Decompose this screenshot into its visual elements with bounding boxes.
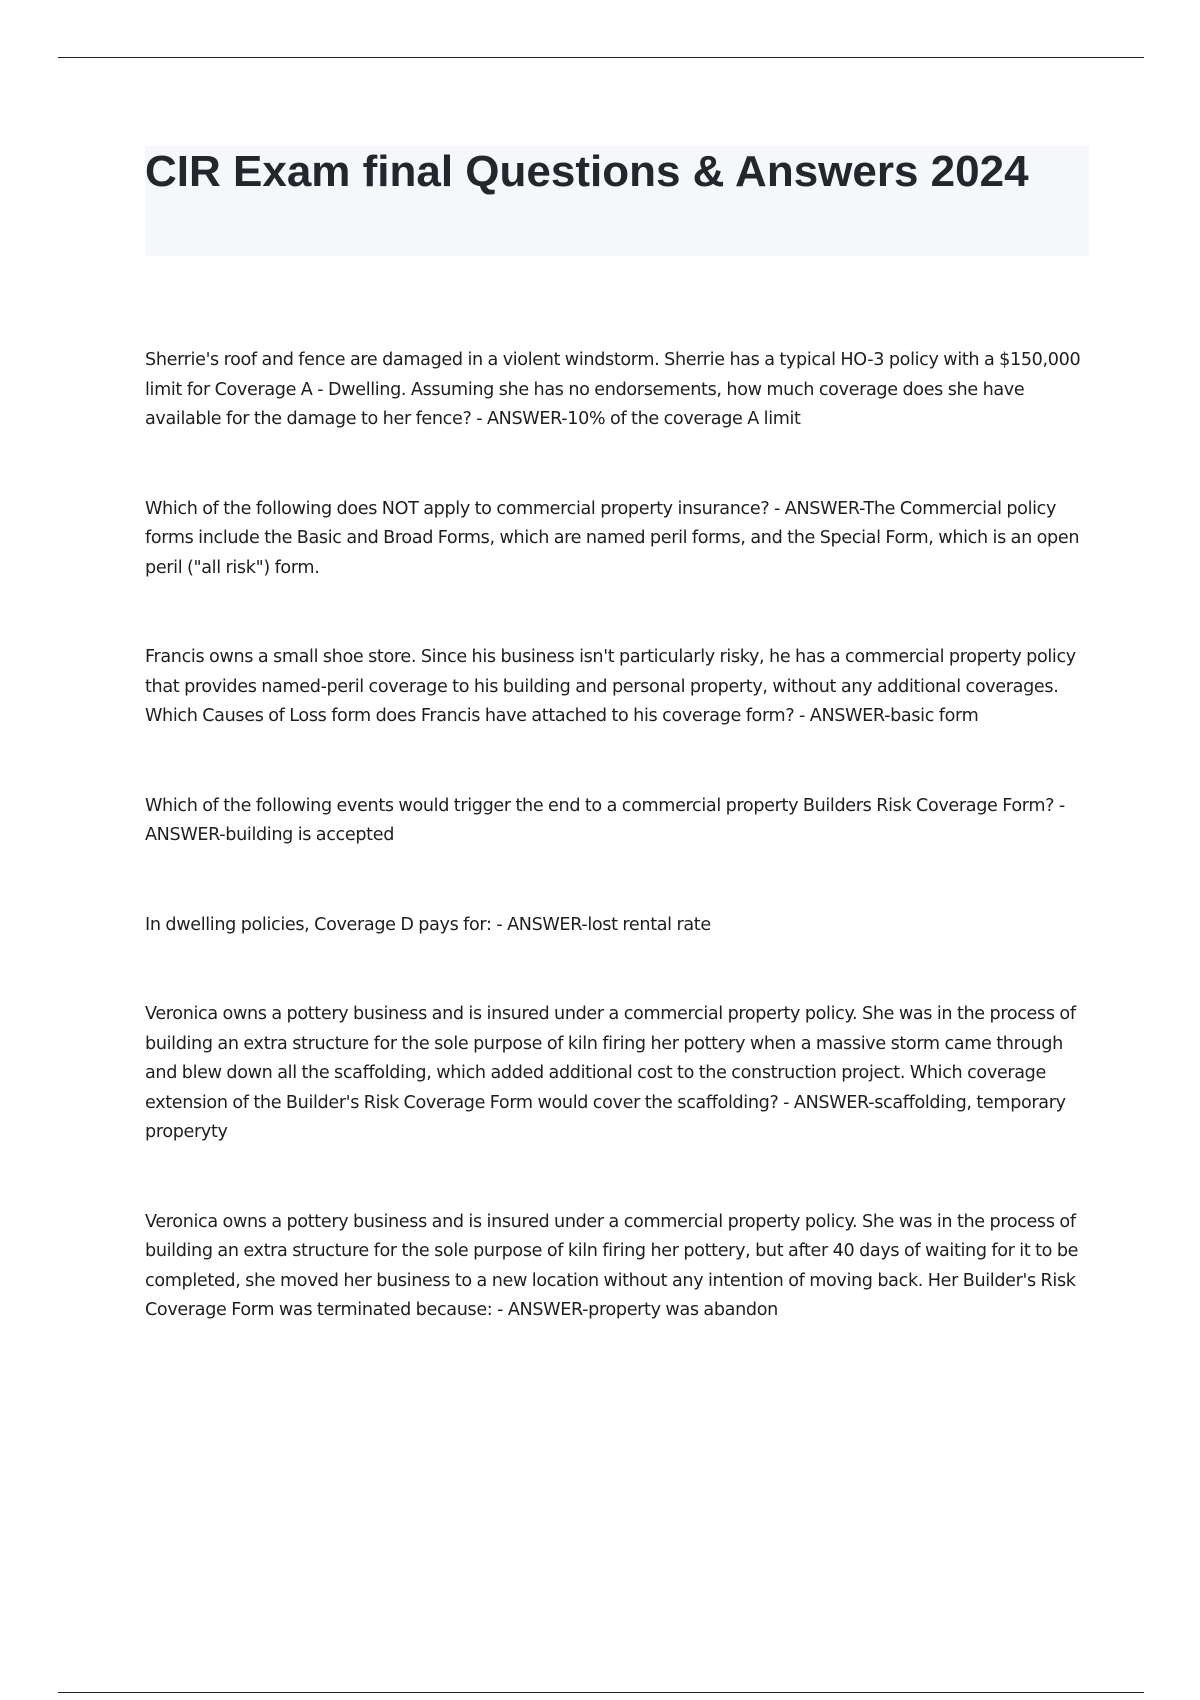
qa-item: Sherrie's roof and fence are damaged in a violent windstorm. Sherrie has a typical HO-3 policy with a $150,000 limit for Coverage A - Dwelling. Assuming she has no endorsements, how much coverage does she have available for the damage to her fence? - ANSWER-10% of the coverage A limit [145,350,1081,429]
qa-item: Which of the following does NOT apply to commercial property insurance? - ANSWER-The Commercial policy forms include the Basic and Broad Forms, which are named peril forms, and the Special Form, which is an open peril ("all risk") form. [145,498,1080,578]
qa-item: Francis owns a small shoe store. Since his business isn't particularly risky, he has a commercial property policy that provides named-peril coverage to his building and personal property, without any additional coverages. Which Causes of Loss form does Francis have attached to his coverage form? - ANSWER-basic form [145,647,1076,726]
header-rule [58,57,1144,58]
footer-rule [58,1692,1144,1693]
document-title: CIR Exam final Questions & Answers 2024 [145,147,1029,196]
qa-item: Which of the following events would trigger the end to a commercial property Builders Risk Coverage Form? - ANSWER-building is accepted [145,795,1065,845]
title-block [145,146,1089,256]
qa-list [145,346,1085,1326]
qa-item: Veronica owns a pottery business and is insured under a commercial property policy. She was in the process of building an extra structure for the sole purpose of kiln firing her pottery, but after 40 days of waiting for it to be completed, she moved her business to a new location without any intention of moving back. Her Builder's Risk Coverage Form was terminated because: - ANSWER-property was abandon [145,1211,1079,1320]
qa-item: Veronica owns a pottery business and is insured under a commercial property policy. She was in the process of building an extra structure for the sole purpose of kiln firing her pottery when a massive storm came through and blew down all the scaffolding, which added additional cost to the construction project. Which coverage extension of the Builder's Risk Coverage Form would cover the scaffolding? - ANSWER-scaffolding, temporary properyty [145,1004,1076,1142]
qa-item: In dwelling policies, Coverage D pays for: - ANSWER-lost rental rate [145,914,711,935]
